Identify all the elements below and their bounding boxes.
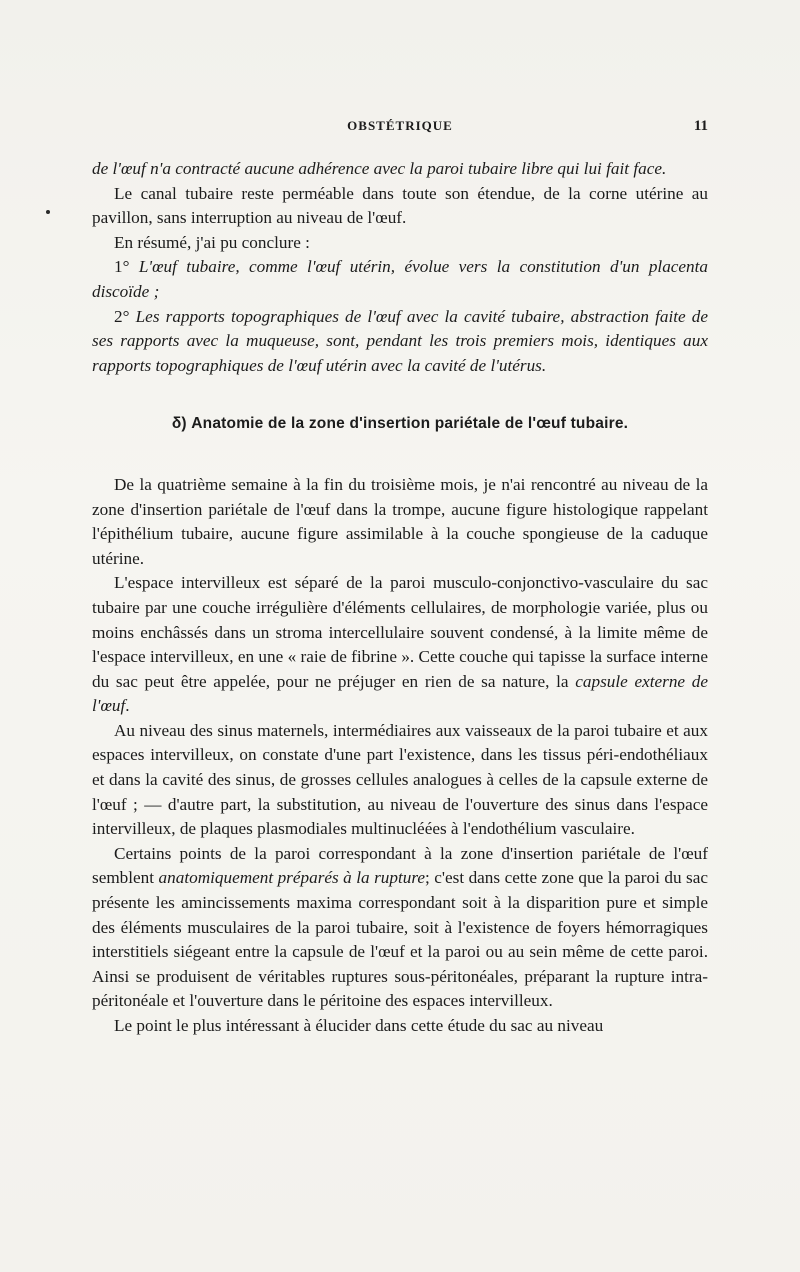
running-title: OBSTÉTRIQUE [347, 118, 453, 133]
running-head [92, 118, 708, 138]
conclusion-2-number: 2° [114, 306, 130, 326]
margin-dot [46, 210, 50, 214]
page-number: 11 [693, 118, 708, 134]
intervillous-end: . [125, 696, 130, 716]
paragraph-canal: Le canal tubaire reste perméable dans toute son étendue, de la corne utérine au pavillon, sans interruption au niveau de l'œuf. [92, 183, 708, 228]
intervillous-text: L'espace intervilleux est séparé de la paroi musculo-conjonctivo-vasculaire du sac tubaire par une couche irrégulière d'éléments cellulaires, de morphologie variée, plus ou moins enchâssés dans un stroma intercellulaire souvent condensé, à la limite même de l'espace intervilleux, en une « raie de fibrine ». Cette couche qui tapisse la surface interne du sac peut être appelée, pour ne préjuger en rien de sa nature, la [92, 573, 708, 691]
conclusion-1 [92, 255, 708, 304]
conclusion-2-text: Les rapports topographiques de l'œuf avec la cavité tubaire, abstraction faite de ses rapports avec la muqueuse, sont, pendant les trois premiers mois, identiques aux rapports topographiques de l'œuf utérin avec la cavité de l'utérus. [92, 306, 708, 375]
paragraph-summary: En résumé, j'ai pu conclure : [114, 232, 310, 252]
rupture-text-start: Certains points de la paroi correspondant à la zone d'insertion pariétale de l'œuf semblent [92, 843, 708, 888]
conclusion-1-number: 1° [114, 257, 130, 277]
paragraph-final: Le point le plus intéressant à élucider dans cette étude du sac au niveau [114, 1016, 604, 1035]
section-heading: δ) Anatomie de la zone d'insertion pariétale de l'œuf tubaire. [171, 415, 629, 433]
paragraph-histology: De la quatrième semaine à la fin du troisième mois, je n'ai rencontré au niveau de la zone d'insertion pariétale de l'œuf dans la trompe, aucune figure histologique rappelant l'épithélium tubaire, aucune figure assimilable à la couche spongieuse de la caduque utérine. [92, 474, 708, 568]
paragraph-rupture [92, 842, 708, 1014]
body-text [92, 157, 708, 1039]
conclusion-2 [92, 305, 708, 379]
paragraph-intervillous-space [92, 571, 708, 719]
capsule-term: capsule externe de l'œuf [92, 671, 708, 716]
conclusion-1-text: L'œuf tubaire, comme l'œuf utérin, évolue vers la constitution d'un placenta discoïde ; [92, 257, 709, 301]
rupture-term: anatomiquement préparés à la rupture [158, 868, 426, 888]
rupture-text-end: ; c'est dans cette zone que la paroi du sac présente les amincissements maxima correspondant soit à la disparition pure et simple des éléments musculaires de la paroi tubaire, soit à l'existence de foyers hémorragiques interstitiels siégeant entre la capsule de l'œuf et la paroi ou au sein même de cette paroi. Ainsi se produisent de véritables ruptures sous-péritonéales, préparant la rupture intra-péritonéale et l'ouverture dans le péritoine des espaces intervilleux. [92, 868, 708, 1011]
paragraph-maternal-sinus: Au niveau des sinus maternels, intermédiaires aux vaisseaux de la paroi tubaire et aux espaces intervilleux, on constate d'une part l'existence, dans les tissus péri-endothéliaux et dans la cavité des sinus, de grosses cellules analogues à celles de la capsule externe de l'œuf ; — d'autre part, la substitution, au niveau de l'ouverture des sinus dans l'espace intervilleux, de plaques plasmodiales multinucléées à l'endothélium vasculaire. [92, 720, 708, 839]
paragraph-continuation: de l'œuf n'a contracté aucune adhérence avec la paroi tubaire libre qui lui fait face. [92, 159, 667, 178]
